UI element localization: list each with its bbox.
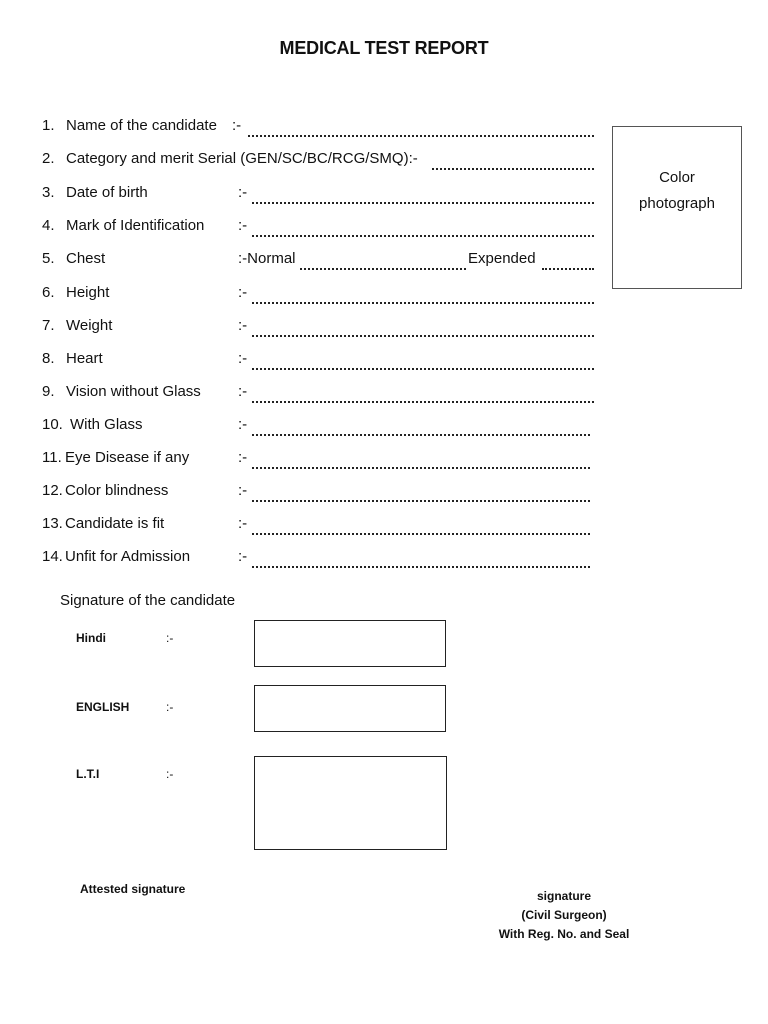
field-row-eye-disease (42, 449, 594, 471)
field-separator: :- (238, 548, 248, 565)
field-label: Heart (66, 350, 103, 367)
field-label: Candidate is fit (65, 515, 165, 532)
field-row-with-glass (42, 416, 594, 438)
civil-surgeon-signature-block (480, 887, 648, 944)
field-separator: :- (232, 117, 242, 134)
chest-normal-label: :-Normal (238, 250, 296, 267)
weight-input-line[interactable] (252, 317, 594, 337)
chest-expended-input-line[interactable] (542, 250, 594, 270)
field-number: 1. (42, 117, 55, 134)
civil-surgeon-line3: With Reg. No. and Seal (498, 927, 630, 941)
field-number: 8. (42, 350, 55, 367)
heart-input-line[interactable] (252, 350, 594, 370)
field-label: Mark of Identification (66, 217, 205, 234)
field-number: 10. (42, 416, 63, 433)
field-row-name (42, 117, 594, 139)
color-blindness-input-line[interactable] (252, 482, 590, 502)
signature-heading: Signature of the candidate (60, 592, 236, 609)
field-number: 14. (42, 548, 63, 565)
signature-label-lti: L.T.I (76, 767, 100, 781)
field-separator: :- (238, 383, 248, 400)
chest-normal-input-line[interactable] (300, 250, 466, 270)
signature-separator: :- (166, 700, 174, 714)
chest-expended-label: Expended (468, 250, 536, 267)
signature-label-english: ENGLISH (76, 700, 130, 714)
field-label: Name of the candidate (66, 117, 217, 134)
field-row-unfit (42, 548, 594, 570)
field-label: With Glass (70, 416, 143, 433)
field-separator: :- (238, 449, 248, 466)
field-separator: :- (238, 515, 248, 532)
field-label: Height (66, 284, 110, 301)
field-number: 3. (42, 184, 55, 201)
field-label: Vision without Glass (66, 383, 201, 400)
field-row-vision (42, 383, 594, 405)
signature-separator: :- (166, 631, 174, 645)
attested-signature-label: Attested signature (80, 882, 186, 896)
field-row-dob (42, 184, 594, 206)
field-number: 9. (42, 383, 55, 400)
field-label: Eye Disease if any (65, 449, 190, 466)
field-number: 12. (42, 482, 63, 499)
dob-input-line[interactable] (252, 184, 594, 204)
field-label: Date of birth (66, 184, 148, 201)
field-separator: :- (238, 184, 248, 201)
photo-box[interactable] (612, 126, 742, 289)
with-glass-input-line[interactable] (252, 416, 590, 436)
page-title: MEDICAL TEST REPORT (279, 38, 489, 58)
field-number: 13. (42, 515, 63, 532)
field-separator: :- (238, 317, 248, 334)
field-label: Unfit for Admission (65, 548, 191, 565)
field-separator: :- (238, 284, 248, 301)
category-input-line[interactable] (432, 150, 594, 170)
civil-surgeon-line2: (Civil Surgeon) (521, 908, 607, 922)
field-separator: :- (238, 350, 248, 367)
identification-input-line[interactable] (252, 217, 594, 237)
signature-separator: :- (166, 767, 174, 781)
lti-signature-box[interactable] (254, 756, 447, 850)
field-row-heart (42, 350, 594, 372)
field-number: 5. (42, 250, 55, 267)
field-separator: :- (238, 217, 248, 234)
field-label: Color blindness (65, 482, 169, 499)
field-number: 11. (42, 449, 62, 466)
photo-label-line1: Color (659, 169, 695, 186)
field-number: 2. (42, 150, 55, 167)
field-row-fit (42, 515, 594, 537)
field-number: 7. (42, 317, 55, 334)
height-input-line[interactable] (252, 284, 594, 304)
signature-label-hindi: Hindi (76, 631, 106, 645)
field-number: 4. (42, 217, 55, 234)
photo-label-line2: photograph (639, 195, 715, 212)
name-input-line[interactable] (248, 117, 594, 137)
field-number: 6. (42, 284, 55, 301)
field-separator: :- (238, 416, 248, 433)
field-row-color-blindness (42, 482, 594, 504)
field-label: Chest (66, 250, 106, 267)
fit-input-line[interactable] (252, 515, 590, 535)
english-signature-box[interactable] (254, 685, 446, 732)
eye-disease-input-line[interactable] (252, 449, 590, 469)
unfit-input-line[interactable] (252, 548, 590, 568)
hindi-signature-box[interactable] (254, 620, 446, 667)
field-row-weight (42, 317, 594, 339)
civil-surgeon-line1: signature (536, 889, 591, 903)
field-label: Weight (66, 317, 113, 334)
field-row-category (42, 150, 594, 172)
field-row-height (42, 284, 594, 306)
field-separator: :- (238, 482, 248, 499)
field-row-chest (42, 250, 594, 272)
field-row-identification (42, 217, 594, 239)
vision-input-line[interactable] (252, 383, 594, 403)
field-label: Category and merit Serial (GEN/SC/BC/RCG/SMQ):- (66, 150, 418, 167)
